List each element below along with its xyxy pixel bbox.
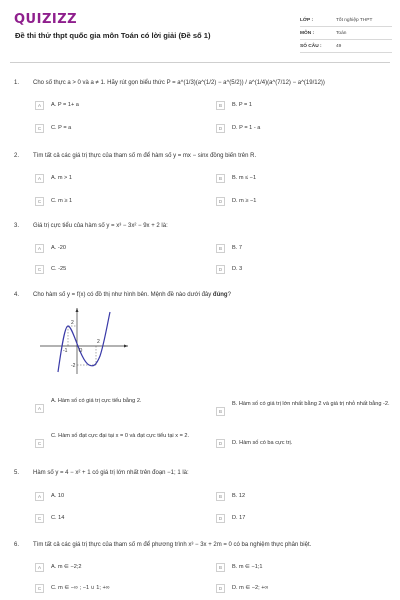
y-axis-arrow <box>76 308 79 312</box>
question-text: Hàm số y = 4 − x² + 1 có giá trị lớn nhất trên đoạn −1; 1 là: <box>33 470 189 476</box>
option-key: D <box>216 439 225 448</box>
option-text: C. Hàm số đạt cực đại tại x = 0 và đạt cực tiểu tại x = 2. <box>51 433 190 439</box>
option-d[interactable] <box>216 195 256 207</box>
question-text <box>33 292 231 298</box>
graph-label-yneg2: -2 <box>71 363 76 369</box>
option-text: D. 17 <box>232 515 246 521</box>
option-text: B. m ≤ −1 <box>232 175 257 181</box>
meta-value: Toán <box>336 30 347 36</box>
graph-label-x2: 2 <box>97 339 100 345</box>
option-a[interactable] <box>35 242 66 254</box>
question-text-plain: Cho hàm số y = f(x) có đồ thị như hình bên. Mệnh đề nào dưới đây <box>33 292 213 298</box>
option-key: A <box>35 174 44 183</box>
option-text: C. m ∈ −∞ ; −1 ∪ 1; +∞ <box>51 585 110 591</box>
quizizz-logo: QUIZIZZ <box>14 12 78 27</box>
option-text: D. m ∈ −2; +∞ <box>232 585 269 591</box>
option-key: C <box>35 124 44 133</box>
option-d[interactable] <box>216 582 269 594</box>
document-title: Đề thi thử thpt quốc gia môn Toán có lời giải (Đề số 1) <box>15 31 211 40</box>
option-key: B <box>216 174 225 183</box>
option-b[interactable] <box>216 99 252 111</box>
option-text: C. 14 <box>51 515 65 521</box>
option-text: B. m ∈ −1;1 <box>232 564 263 570</box>
option-text: B. 12 <box>232 493 246 499</box>
graph-label-xneg1: -1 <box>63 348 68 354</box>
option-key: D <box>216 197 225 206</box>
option-b[interactable] <box>216 561 263 573</box>
option-text: B. P = 1 <box>232 102 252 108</box>
option-a[interactable] <box>35 172 72 184</box>
question-number: 4. <box>14 292 20 298</box>
option-text: A. m > 1 <box>51 175 72 181</box>
option-key: A <box>35 101 44 110</box>
question-number: 1. <box>14 80 20 86</box>
document-header <box>0 0 400 62</box>
x-axis-arrow <box>124 345 128 348</box>
meta-value: 49 <box>336 43 342 49</box>
option-key: C <box>35 584 44 593</box>
graph-label-origin: O <box>78 348 83 354</box>
option-text: C. P = a <box>51 125 72 131</box>
q4-option-c[interactable] <box>35 433 211 455</box>
option-text: B. Hàm số có giá trị lớn nhất bằng 2 và giá trị nhỏ nhất bằng -2. <box>232 401 390 407</box>
option-text: D. P = 1 - a <box>232 125 261 131</box>
option-key: B <box>216 101 225 110</box>
meta-row-subject <box>300 27 392 40</box>
option-text: A. 10 <box>51 493 65 499</box>
question-number: 2. <box>14 153 20 159</box>
question-text-end: ? <box>227 292 231 298</box>
option-key: A <box>35 244 44 253</box>
option-text: D. 3 <box>232 266 243 272</box>
question-text-bold: đúng <box>212 292 228 298</box>
option-c[interactable] <box>35 195 72 207</box>
header-divider <box>10 62 390 63</box>
q4-option-a[interactable] <box>35 398 211 420</box>
option-text: A. P = 1+ a <box>51 102 79 108</box>
q4-option-b[interactable] <box>216 401 392 423</box>
question-number: 5. <box>14 470 20 476</box>
option-key: A <box>35 563 44 572</box>
option-key: B <box>216 492 225 501</box>
meta-row-count <box>300 40 392 53</box>
option-key: C <box>35 514 44 523</box>
question-number: 3. <box>14 223 20 229</box>
option-c[interactable] <box>35 263 66 275</box>
option-c[interactable] <box>35 512 64 524</box>
option-key: C <box>35 265 44 274</box>
question-text: Tìm tất cả các giá trị thực của tham số m để hàm số y = mx − sinx đồng biến trên R. <box>33 153 257 159</box>
function-graph <box>40 306 130 376</box>
meta-row-class <box>300 14 392 27</box>
meta-label: LỚP : <box>300 17 314 23</box>
option-key: D <box>216 514 225 523</box>
option-text: A. -20 <box>51 245 66 251</box>
option-d[interactable] <box>216 512 245 524</box>
option-d[interactable] <box>216 122 260 134</box>
option-key: A <box>35 492 44 501</box>
option-b[interactable] <box>216 490 245 502</box>
option-c[interactable] <box>35 122 71 134</box>
graph-label-y2: 2 <box>71 320 74 326</box>
option-c[interactable] <box>35 582 110 594</box>
function-curve <box>58 312 110 372</box>
option-text: B. 7 <box>232 245 242 251</box>
option-text: A. Hàm số có giá trị cực tiểu bằng 2. <box>51 398 142 404</box>
question-text: Giá trị cực tiểu của hàm số y = x³ − 3x² − 9x + 2 là: <box>33 223 168 229</box>
option-b[interactable] <box>216 242 242 254</box>
question-text: Tìm tất cả các giá trị thực của tham số m để phương trình x³ − 3x + 2m = 0 có ba nghiệm thực phân biệt. <box>33 542 312 548</box>
meta-value: Tốt nghiệp THPT <box>336 17 373 23</box>
option-b[interactable] <box>216 172 256 184</box>
question-number: 6. <box>14 542 20 548</box>
option-key: C <box>35 439 44 448</box>
option-d[interactable] <box>216 263 242 275</box>
option-text: C. m ≥ 1 <box>51 198 73 204</box>
option-key: B <box>216 407 225 416</box>
question-text: Cho số thực a > 0 và a ≠ 1. Hãy rút gọn biểu thức P = a^(1/3)(a^(1/2) − a^(5/2)) / a^(1/4)(a^(7/12) − a^(19/12)) <box>33 80 325 86</box>
option-a[interactable] <box>35 99 79 111</box>
option-key: D <box>216 265 225 274</box>
option-key: C <box>35 197 44 206</box>
option-key: B <box>216 563 225 572</box>
q4-option-d[interactable] <box>216 437 292 449</box>
option-text: C. -25 <box>51 266 67 272</box>
option-key: D <box>216 124 225 133</box>
option-key: B <box>216 244 225 253</box>
meta-table <box>300 14 392 53</box>
option-key: A <box>35 404 44 413</box>
option-a[interactable] <box>35 490 64 502</box>
option-key: D <box>216 584 225 593</box>
option-text: D. Hàm số có ba cực trị. <box>232 440 293 446</box>
option-text: A. m ∈ −2;2 <box>51 564 82 570</box>
meta-label: SỐ CÂU : <box>300 43 322 49</box>
option-text: D. m ≥ −1 <box>232 198 257 204</box>
option-a[interactable] <box>35 561 82 573</box>
meta-label: MÔN : <box>300 30 315 36</box>
